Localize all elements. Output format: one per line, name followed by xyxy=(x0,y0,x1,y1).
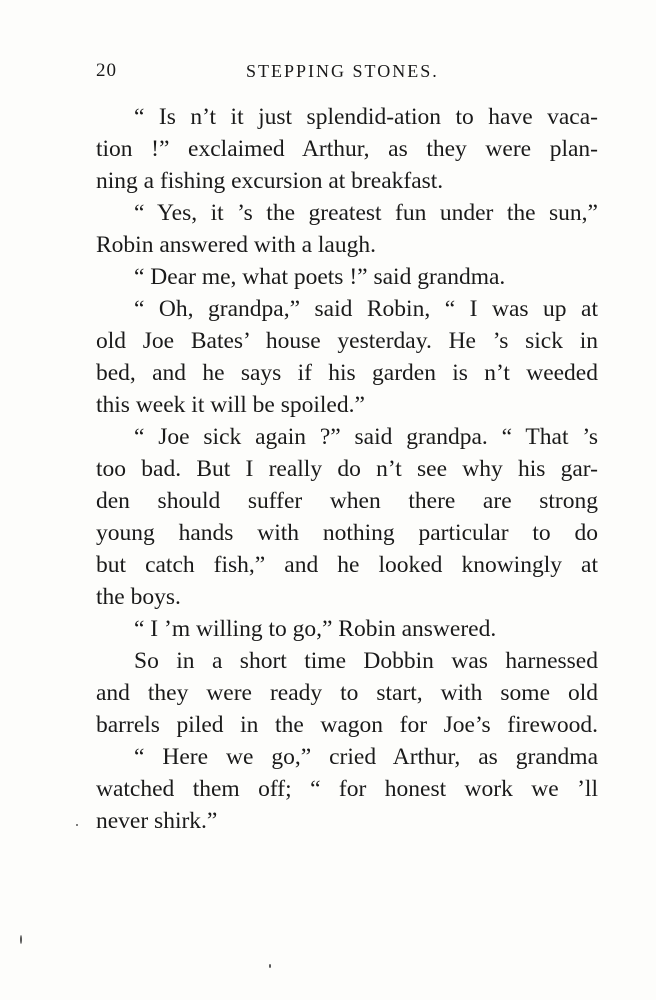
text-line: “ Yes, it ’s the greatest fun under the sun,” xyxy=(134,200,598,226)
running-head: STEPPING STONES. xyxy=(246,61,439,81)
text-line: but catch fish,” and he looked knowingly at xyxy=(96,552,598,578)
text-line: young hands with nothing particular to do xyxy=(96,520,598,546)
text-line: tion !” exclaimed Arthur, as they were plan- xyxy=(96,136,598,162)
text-line: old Joe Bates’ house yesterday. He ’s sick in xyxy=(96,328,598,354)
text-line: “ Is n’t it just splendid-ation to have vaca- xyxy=(134,104,598,130)
text-line: Robin answered with a laugh. xyxy=(96,232,376,258)
text-line: barrels piled in the wagon for Joe’s firewood. xyxy=(96,712,598,738)
page-number: 20 xyxy=(96,60,117,81)
text-line: watched them off; “ for honest work we ’ll xyxy=(96,776,598,802)
text-line: “ Oh, grandpa,” said Robin, “ I was up at xyxy=(134,296,598,322)
body-text xyxy=(96,101,598,837)
text-line: the boys. xyxy=(96,584,181,610)
paper-speck xyxy=(76,824,78,826)
text-line: this week it will be spoiled.” xyxy=(96,392,365,418)
text-line: “ Dear me, what poets !” said grandma. xyxy=(134,264,506,290)
text-line: “ Here we go,” cried Arthur, as grandma xyxy=(134,744,598,770)
text-line: “ Joe sick again ?” said grandpa. “ That ’s xyxy=(134,424,598,450)
page-header xyxy=(96,60,598,90)
text-line: So in a short time Dobbin was harnessed xyxy=(134,648,598,674)
text-line: too bad. But I really do n’t see why his gar- xyxy=(96,456,598,482)
text-line: den should suffer when there are strong xyxy=(96,488,598,514)
text-line: ning a fishing excursion at breakfast. xyxy=(96,168,444,194)
paper-speck xyxy=(269,964,271,968)
text-line: and they were ready to start, with some old xyxy=(96,680,598,706)
text-line: never shirk.” xyxy=(96,808,218,834)
text-line: bed, and he says if his garden is n’t weeded xyxy=(96,360,598,386)
text-line: “ I ’m willing to go,” Robin answered. xyxy=(134,616,497,642)
paper-speck xyxy=(20,935,22,944)
